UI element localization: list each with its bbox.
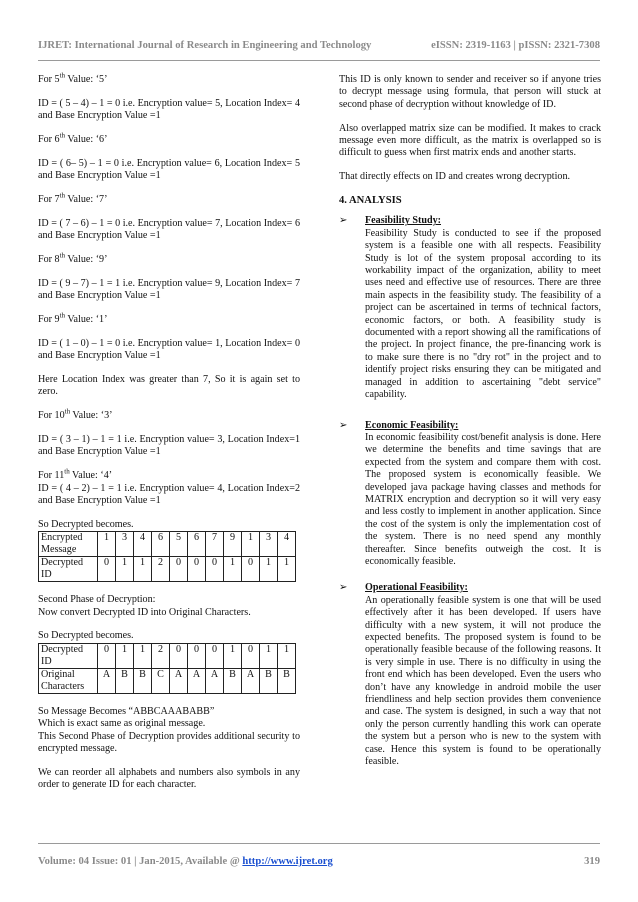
left-column (38, 71, 300, 803)
table-cell: 1 (134, 643, 152, 668)
row-label: Decrypted ID (39, 557, 98, 582)
table-cell: A (188, 668, 206, 693)
table-cell: 0 (170, 557, 188, 582)
calc-text: ID = ( 3 – 1) – 1 = 1 i.e. Encryption value= 3, Location Index=1 and Base Encryption Value =1 (38, 434, 300, 458)
table-cell: 1 (224, 643, 242, 668)
table-caption: So Decrypted becomes. (38, 518, 134, 530)
calc-text: ID = ( 5 – 4) – 1 = 0 i.e. Encryption value= 5, Location Index= 4 and Base Encryption Value =1 (38, 97, 300, 122)
reset-note: Here Location Index was greater than 7, So it is again set to zero. (38, 374, 300, 398)
journal-name: IJRET: International Journal of Research in Engineering and Technology (38, 40, 372, 51)
header-rule (38, 60, 600, 61)
table-cell: A (206, 668, 224, 693)
table-cell: B (134, 668, 152, 693)
table-cell: 1 (260, 557, 278, 582)
journal-link[interactable]: http://www.ijret.org (242, 856, 333, 867)
value-heading: For 10th Value: ‘3’ (38, 407, 113, 422)
value-heading: For 6th Value: ‘6’ (38, 131, 108, 145)
calc-text: ID = ( 1 – 0) – 1 = 0 i.e. Encryption value= 1, Location Index= 0 and Base Encryption Value =1 (38, 337, 300, 362)
footer-volume: Volume: 04 Issue: 01 | Jan-2015, Available @ http://www.ijret.org (38, 856, 333, 867)
calc-text: ID = ( 7 – 6) – 1 = 0 i.e. Encryption value= 7, Location Index= 6 and Base Encryption Value =1 (38, 217, 300, 242)
table-cell: 1 (134, 557, 152, 582)
value-heading: For 11th Value: ‘4’ (38, 467, 113, 482)
footer-rule (38, 843, 600, 844)
table-cell: 6 (152, 532, 170, 557)
table-row (39, 643, 296, 668)
table-cell: 5 (170, 532, 188, 557)
table-cell: 0 (98, 557, 116, 582)
bullet-text: Feasibility Study is conducted to see if the proposed system is a feasible one with all respects. Feasibility Study is lot of the system proposal according to its workability impact of the organization, ability to meet uses need and effective use of resources. There are three main aspects in the feasibility study. The feasibility of a project can be ascertained in terms of technical factors, economic factors, or both. A feasibility study is documented with a report showing all the ramifications of the project. In project finance, the pre-financing work is to make sure there is no "dry rot" in the project and to identify project risks ensuring they can be mitigated and managed in addition to ascertaining "debt service" capability. (365, 227, 601, 401)
paragraph: That directly effects on ID and creates wrong decryption. (339, 171, 571, 183)
calc-text: ID = ( 4 – 2) – 1 = 1 i.e. Encryption value= 4, Location Index=2 and Base Encryption Value =1 (38, 482, 300, 507)
page-number: 319 (584, 856, 600, 867)
table-cell: B (260, 668, 278, 693)
table-cell: A (170, 668, 188, 693)
table-cell: B (278, 668, 296, 693)
message-note: Which is exact same as original message. (38, 718, 206, 730)
table-row (39, 532, 296, 557)
value-heading: For 8th Value: ‘9’ (38, 251, 108, 265)
table-caption: So Decrypted becomes. (38, 630, 134, 642)
table-cell: 4 (134, 532, 152, 557)
bullet-title: Operational Feasibility: (365, 582, 468, 594)
arrow-bullet-icon: ➢ (339, 215, 348, 227)
section-heading: 4. ANALYSIS (339, 195, 402, 207)
arrow-bullet-icon: ➢ (339, 582, 348, 594)
bullet-economic-feasibility (339, 420, 601, 569)
right-column (339, 74, 601, 779)
bullet-text: In economic feasibility cost/benefit analysis is done. Here we determine the benefits and time savings that are expected from the system and compare them with cost. The proposed system is economically feasible. We developed java package having classes and methods for MATRIX encryption and decryption so it will very easy and less costly to implement in another application. Since the cost of the system is only the implementation cost of the system. There is no need spend any monthly thereafter. Since benefits outweigh the cost. It is economically feasible. (365, 431, 601, 567)
table-cell: 1 (98, 532, 116, 557)
table-cell: 1 (116, 557, 134, 582)
table-cell: 0 (188, 643, 206, 668)
table-cell: 0 (206, 557, 224, 582)
decryption-table-1 (38, 531, 296, 582)
value-heading: For 7th Value: ‘7’ (38, 191, 108, 205)
bullet-feasibility-study (339, 215, 601, 401)
row-label: Decrypted ID (39, 643, 98, 668)
table-cell: 7 (206, 532, 224, 557)
table-cell: 1 (278, 557, 296, 582)
phase-text: Now convert Decrypted ID into Original Characters. (38, 606, 251, 618)
table-row (39, 557, 296, 582)
table-cell: A (98, 668, 116, 693)
bullet-title: Economic Feasibility: (365, 419, 459, 431)
table-cell: B (116, 668, 134, 693)
row-label: Encrypted Message (39, 532, 98, 557)
arrow-bullet-icon: ➢ (339, 419, 348, 431)
value-heading: For 9th Value: ‘1’ (38, 311, 108, 325)
table-cell: 0 (206, 643, 224, 668)
table-cell: 3 (116, 532, 134, 557)
running-footer (38, 856, 600, 867)
table-cell: 1 (116, 643, 134, 668)
value-heading: For 5th Value: ‘5’ (38, 71, 108, 85)
bullet-title: Feasibility Study: (365, 215, 441, 227)
calc-text: ID = ( 6– 5) – 1 = 0 i.e. Encryption value= 6, Location Index= 5 and Base Encryption Value =1 (38, 157, 300, 182)
table-cell: B (224, 668, 242, 693)
message-security: This Second Phase of Decryption provides additional security to encrypted message. (38, 730, 300, 755)
table-cell: 0 (188, 557, 206, 582)
table-cell: 6 (188, 532, 206, 557)
paragraph: This ID is only known to sender and receiver so if anyone tries to decrypt message using formula, that person will stuck at second phase of decryption without knowledge of ID. (339, 74, 601, 110)
issn: eISSN: 2319-1163 | pISSN: 2321-7308 (431, 40, 600, 51)
table-cell: 2 (152, 557, 170, 582)
message-result: So Message Becomes “ABBCAAABABB” (38, 705, 215, 717)
running-header (38, 40, 600, 51)
table-cell: 0 (170, 643, 188, 668)
bullet-operational-feasibility (339, 582, 601, 768)
calc-text: ID = ( 9 – 7) – 1 = 1 i.e. Encryption value= 9, Location Index= 7 and Base Encryption Value =1 (38, 277, 300, 302)
decryption-table-2 (38, 643, 296, 694)
table-cell: C (152, 668, 170, 693)
paragraph: Also overlapped matrix size can be modified. It makes to crack message even more difficult, as the matrix is overlapped so is difficult to guess when first matrix ends and another starts. (339, 122, 601, 159)
table-cell: 1 (260, 643, 278, 668)
row-label: Original Characters (39, 668, 98, 693)
bullet-text: An operationally feasible system is one that will be used effectively after it has been developed. If users have difficulty with a new system, it will not produce the expected benefits. The proposed system is found to be operationally feasible because of the following reasons. It is very simple in use. There is no difficulty in using the front end which has been developed. Even the users who don’t have any knowledge in android mobile the user friendliness and help section provides them convenience and case. The system is designed, in such a way that not only the person currently handling this work can operate the system but a person who is new to the system with case. Hence this system is found to be operationally feasible. (365, 594, 601, 768)
table-cell: 1 (278, 643, 296, 668)
table-row (39, 668, 296, 693)
table-cell: 2 (152, 643, 170, 668)
reorder-text: We can reorder all alphabets and numbers also symbols in any order to generate ID for each character. (38, 766, 300, 791)
phase-heading: Second Phase of Decryption: (38, 594, 156, 606)
table-cell: 4 (278, 532, 296, 557)
table-cell: A (242, 668, 260, 693)
table-cell: 9 (224, 532, 242, 557)
table-cell: 1 (242, 532, 260, 557)
table-cell: 0 (98, 643, 116, 668)
table-cell: 1 (224, 557, 242, 582)
table-cell: 3 (260, 532, 278, 557)
table-cell: 0 (242, 557, 260, 582)
table-cell: 0 (242, 643, 260, 668)
